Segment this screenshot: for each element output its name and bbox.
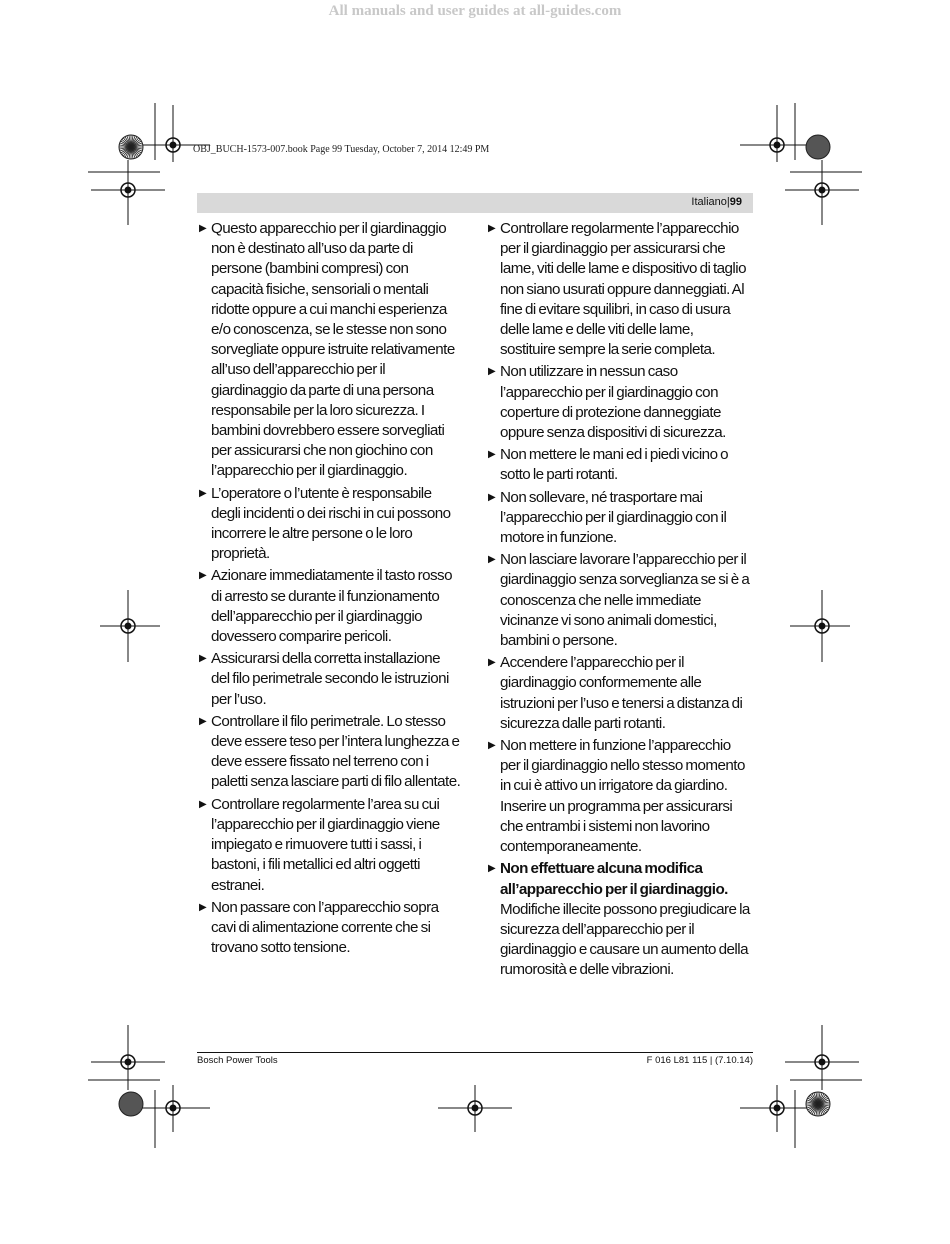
- bullet-item: [199, 484, 461, 565]
- bullet-item: [488, 219, 750, 360]
- bullet-triangle-icon: ▶: [199, 653, 207, 665]
- bullet-item: [199, 219, 461, 482]
- bullet-triangle-icon: ▶: [199, 901, 207, 913]
- bullet-triangle-icon: ▶: [488, 491, 496, 503]
- bullet-triangle-icon: ▶: [488, 366, 496, 378]
- bullet-text: Azionare immediatamente il tasto rosso di arresto se durante il funzionamento dell’apparecchio per il giardinaggio dovessero comparire pericoli.: [211, 567, 453, 646]
- bullet-text: Modifiche illecite possono pregiudicare la sicurezza dell’apparecchio per il giardinaggio e causare un aumento della rumorosità e delle vibrazioni.: [500, 900, 750, 979]
- bullet-triangle-icon: ▶: [488, 223, 496, 234]
- print-calibration-icon: [806, 1092, 830, 1116]
- watermark: All manuals and user guides at all-guides.com: [328, 3, 622, 19]
- bullet-text: Questo apparecchio per il giardinaggio non è destinato all’uso da parte di persone (bambini compresi) con capacità fisiche, sensoriali o mentali ridotte oppure a cui manchi esperienza e/o conoscenza, se le stesse non sono sorvegliate oppure istruite relativamente all’uso dell’apparecchio per il giardinaggio da parte di una persona responsabile per la loro sicurezza. I bambini dovrebbero essere sorvegliati per assicurarsi che non giochino con l’apparecchio per il giardinaggio.: [211, 220, 455, 480]
- page-number: 99: [729, 196, 742, 208]
- bullet-text: Non mettere le mani ed i piedi vicino o sotto le parti rotanti.: [500, 446, 729, 484]
- bullet-triangle-icon: ▶: [488, 449, 496, 461]
- bullet-item: [199, 712, 461, 793]
- bullet-text: Non utilizzare in nessun caso l’apparecchio per il giardinaggio con coperture di protezione danneggiate oppure senza dispositivi di sicurezza.: [500, 363, 726, 442]
- bullet-item: [488, 488, 750, 549]
- footer-brand: Bosch Power Tools: [197, 1055, 278, 1066]
- bullet-triangle-icon: ▶: [488, 863, 496, 875]
- right-column: [488, 219, 750, 983]
- bullet-text: L’operatore o l’utente è responsabile degli incidenti o dei rischi in cui possono incorrere le altre persone o le loro proprietà.: [211, 484, 451, 563]
- left-column: [199, 219, 461, 960]
- bullet-bold-text: Non effettuare alcuna modifica all’apparecchio per il giardinaggio.: [500, 860, 728, 898]
- bullet-item: [199, 795, 461, 896]
- bullet-text: Controllare regolarmente l’apparecchio per il giardinaggio per assicurarsi che lame, viti delle lame e dispositivo di taglio non siano usurati oppure danneggiati. Al fine di evitare squilibri, in caso di usura delle lame e delle viti delle lame, sostituire sempre la serie completa.: [500, 220, 746, 359]
- bullet-triangle-icon: ▶: [488, 554, 496, 566]
- bullet-text: Controllare il filo perimetrale. Lo stesso deve essere teso per l’intera lunghezza e deve essere fissato nel terreno con i paletti senza lasciare parti di filo allentate.: [211, 712, 461, 791]
- bullet-triangle-icon: ▶: [488, 657, 496, 669]
- footer-doc-code: F 016 L81 115 | (7.10.14): [646, 1055, 753, 1066]
- book-file-info: OBJ_BUCH-1573-007.book Page 99 Tuesday, October 7, 2014 12:49 PM: [193, 144, 490, 155]
- bullet-text: Assicurarsi della corretta installazione del filo perimetrale secondo le istruzioni per l’uso.: [211, 650, 449, 708]
- header-separator: |: [726, 196, 730, 208]
- bullet-text: Non sollevare, né trasportare mai l’apparecchio per il giardinaggio con il motore in funzione.: [500, 488, 727, 547]
- bullet-text: Non passare con l’apparecchio sopra cavi di alimentazione corrente che si trovano sotto tensione.: [211, 898, 439, 957]
- bullet-item: [488, 362, 750, 443]
- bullet-triangle-icon: ▶: [199, 223, 207, 234]
- bullet-item: [488, 736, 750, 857]
- page-header-bar: [197, 193, 753, 213]
- bullet-item: [488, 859, 750, 980]
- print-calibration-icon: [806, 135, 830, 159]
- bullet-triangle-icon: ▶: [199, 570, 207, 582]
- bullet-item: [488, 445, 750, 485]
- print-calibration-icon: [119, 1092, 143, 1116]
- bullet-triangle-icon: ▶: [199, 715, 207, 727]
- bullet-item: [199, 898, 461, 959]
- bullet-text: Controllare regolarmente l’area su cui l’apparecchio per il giardinaggio viene impiegato e rimuovere tutti i sassi, i bastoni, i fili metallici ed altri oggetti estranei.: [211, 795, 440, 894]
- print-calibration-icon: [119, 135, 143, 159]
- bullet-triangle-icon: ▶: [199, 798, 207, 810]
- bullet-text: Non lasciare lavorare l’apparecchio per il giardinaggio senza sorveglianza se si è a conoscenza che nelle immediate vicinanze vi sono animali domestici, bambini o persone.: [500, 551, 750, 650]
- bullet-item: [199, 566, 461, 647]
- bullet-item: [488, 550, 750, 651]
- header-language: Italiano: [691, 196, 727, 208]
- bullet-triangle-icon: ▶: [199, 487, 207, 499]
- bullet-item: [488, 653, 750, 734]
- bullet-triangle-icon: ▶: [488, 740, 496, 752]
- footer-rule: [197, 1052, 753, 1053]
- bullet-text: Accendere l’apparecchio per il giardinaggio conformemente alle istruzioni per l’uso e tenersi a distanza di sicurezza dalle parti rotanti.: [500, 654, 743, 732]
- bullet-text: Non mettere in funzione l’apparecchio per il giardinaggio nello stesso momento in cui è attivo un irrigatore da giardino. Inserire un programma per assicurarsi che entrambi i sistemi non lavorino contemporaneamente.: [500, 737, 745, 856]
- bullet-item: [199, 649, 461, 710]
- page-header: [691, 196, 742, 208]
